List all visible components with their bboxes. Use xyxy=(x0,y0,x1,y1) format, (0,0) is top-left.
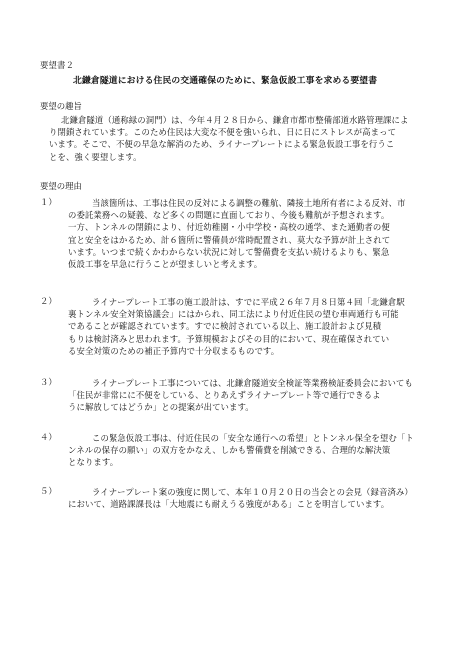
reasons-heading: 要望の理由 xyxy=(40,181,82,191)
reason-line: において、道路課課長は「大地震にも耐えうる強度がある」ことを明言しています。 xyxy=(68,499,390,510)
reason-line: ライナープレート工事については、北鎌倉隧道安全検証等業務検証委員会においても xyxy=(92,378,413,388)
reason-line: うに解放してはどうか」との提案が出ています。 xyxy=(68,402,254,413)
reason-number: １） xyxy=(40,197,57,207)
purpose-paragraph xyxy=(49,114,439,163)
reason-paragraph-5 xyxy=(68,486,440,510)
reason-line: 「住民が非常にに不便をしている、とりあえずライナープレート等で通行できるよ xyxy=(68,390,381,401)
reason-line: 仮設工事を早急に行うことが望ましいと考えます。 xyxy=(68,259,263,270)
reason-line: ンネルの保存の願い」の双方をかなえ、しかも警備費を削減できる、合理的な解決策 xyxy=(68,445,391,456)
reason-line: 当該箇所は、工事は住民の反対による調整の難航、隣接土地所有者による反対、市 xyxy=(92,198,406,208)
reason-line: もりは検討済みと思われます。予算規模およびその目的において、現在確保されてい xyxy=(68,333,390,344)
purpose-line: とを、強く要望します。 xyxy=(49,151,142,162)
reason-number: ３） xyxy=(40,377,57,387)
purpose-line: います。そこで、不便の早急な解消のため、ライナープレートによる緊急仮設工事を行うこ xyxy=(49,139,395,150)
reason-paragraph-2 xyxy=(68,296,440,357)
reason-paragraph-1 xyxy=(68,197,440,270)
reason-line: であることが確認されています。すでに検討されている以上、施工設計および見積 xyxy=(68,321,382,332)
document-number: 要望書２ xyxy=(40,60,75,70)
reason-line: います。いつまで続くかわからない状況に対して警備費を支払い続けるよりも、緊急 xyxy=(68,246,390,257)
reason-line: の委託業務への疑義、など多くの問題に直面しており、今後も難航が予想されます。 xyxy=(68,210,390,221)
reason-line: となります。 xyxy=(68,457,119,468)
reason-line: 裏トンネル安全対策協議会」にはかられ、同工法により付近住民の望む車両通行も可能 xyxy=(68,309,399,320)
reason-line: この緊急仮設工事は、付近住民の「安全な通行への希望」とトンネル保全を望む「ト xyxy=(92,433,414,443)
purpose-heading: 要望の趣旨 xyxy=(40,101,82,111)
reason-line: 宜と安全をはかるため、計６箇所に警備員が常時配置され、莫大な予算が計上されて xyxy=(68,234,391,245)
reason-number: ２） xyxy=(40,296,57,306)
reason-line: ライナープレート工事の施工設計は、すでに平成２６年７月８日第４回「北鎌倉駅 xyxy=(92,297,405,307)
reason-line: 一方、トンネルの閉鎖により、付近幼稚園・小中学校・高校の通学、また通勤者の便 xyxy=(68,222,390,233)
reason-line: る安全対策のための補正予算内で十分収まるものです。 xyxy=(68,345,280,356)
document-title: 北鎌倉隧道における住民の交通確保のために、緊急仮設工事を求める要望書 xyxy=(73,76,378,86)
reason-paragraph-4 xyxy=(68,432,440,469)
reason-number: ５） xyxy=(40,486,57,496)
purpose-line: り閉鎖されています。このため住民は大変な不便を強いられ、日に日にストレスが高まって xyxy=(49,127,397,138)
purpose-line: 北鎌倉隧道（通称緑の洞門）は、今年４月２８日から、鎌倉市都市整備部道水路管理課によ xyxy=(61,115,409,125)
reason-paragraph-3 xyxy=(68,377,440,414)
reason-number: ４） xyxy=(40,432,57,442)
reason-line: ライナープレート案の強度に関して、本年１０月２０日の当会との会見（録音済み） xyxy=(92,487,413,497)
